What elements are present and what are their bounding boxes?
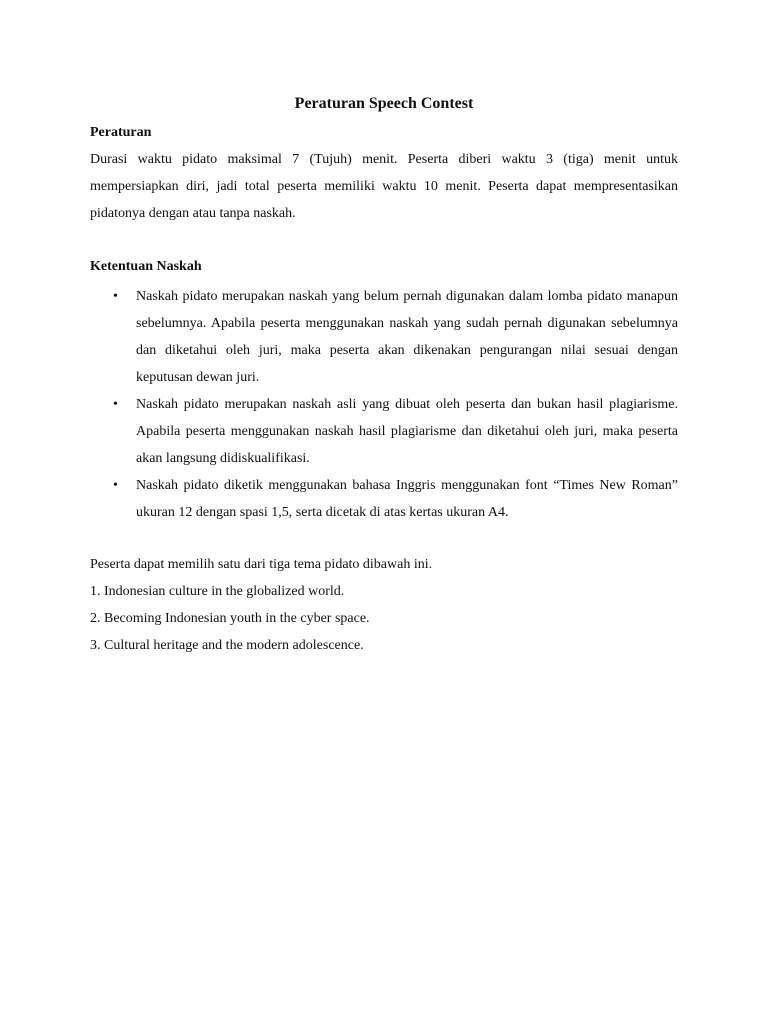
theme-item-2: 2. Becoming Indonesian youth in the cyber space. (90, 611, 370, 626)
bullet-icon: • (113, 289, 118, 304)
list-item (90, 283, 678, 391)
bullet-icon: • (113, 397, 118, 412)
document-title: Peraturan Speech Contest (294, 95, 474, 112)
theme-item-3: 3. Cultural heritage and the modern adolescence. (90, 638, 364, 653)
list-item-text: Naskah pidato merupakan naskah asli yang dibuat oleh peserta dan bukan hasil plagiarisme. Apabila peserta menggunakan naskah hasil plagiarisme dan diketahui oleh juri, maka peserta akan langsung didiskualifikasi. (136, 397, 678, 466)
themes-intro: Peserta dapat memilih satu dari tiga tema pidato dibawah ini. (90, 557, 433, 572)
section-heading-ketentuan-naskah: Ketentuan Naskah (90, 259, 202, 274)
list-item-text: Naskah pidato merupakan naskah yang belum pernah digunakan dalam lomba pidato manapun sebelumnya. Apabila peserta menggunakan naskah yang sudah pernah digunakan sebelumnya dan diketahui oleh juri, maka peserta akan dikenakan pengurangan nilai sesuai dengan keputusan dewan juri. (136, 289, 678, 385)
section-heading-peraturan: Peraturan (90, 125, 152, 140)
paragraph-peraturan: Durasi waktu pidato maksimal 7 (Tujuh) menit. Peserta diberi waktu 3 (tiga) menit untuk mempersiapkan diri, jadi total peserta memiliki waktu 10 menit. Peserta dapat mempresentasikan pidatonya dengan atau tanpa naskah. (90, 152, 678, 221)
list-item (90, 391, 678, 472)
theme-item-1: 1. Indonesian culture in the globalized world. (90, 584, 345, 599)
list-item-text: Naskah pidato diketik menggunakan bahasa Inggris menggunakan font “Times New Roman” ukuran 12 dengan spasi 1,5, serta dicetak di atas kertas ukuran A4. (136, 478, 678, 520)
ketentuan-list (90, 283, 678, 526)
list-item (90, 472, 678, 526)
bullet-icon: • (113, 478, 118, 493)
